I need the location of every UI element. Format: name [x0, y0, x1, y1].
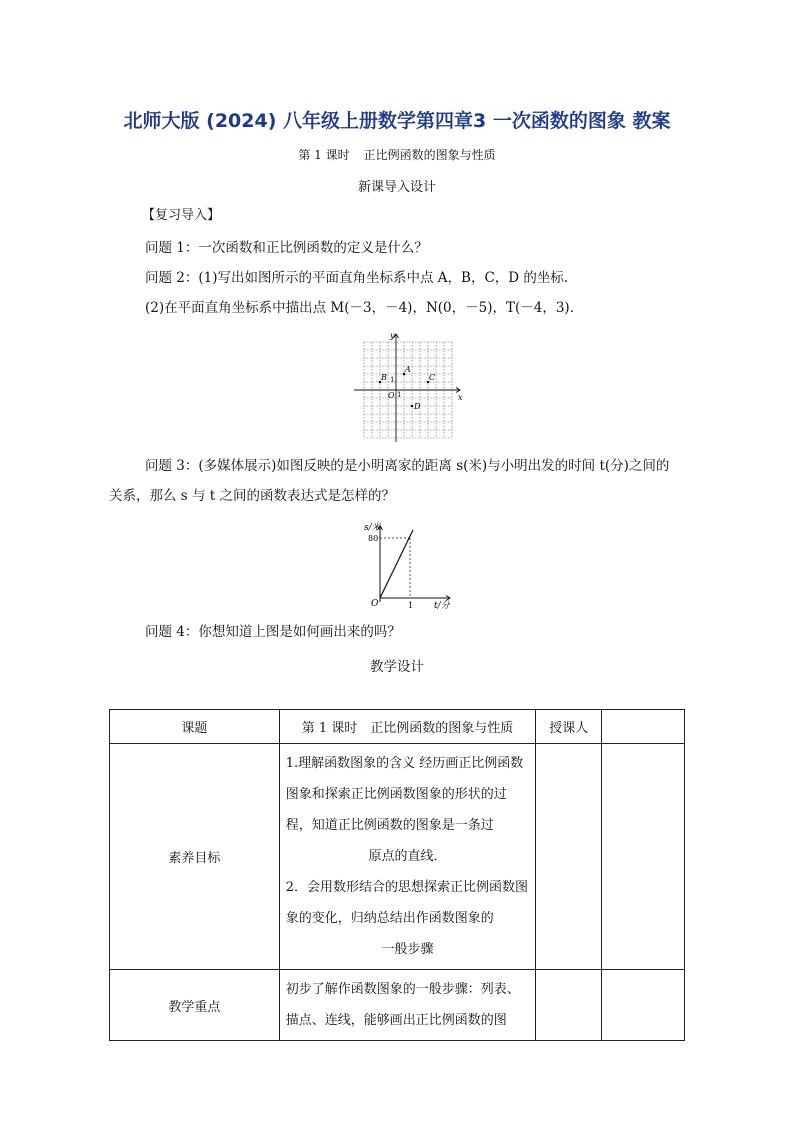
- s-axis-label: s/米: [364, 523, 381, 533]
- lesson-subtitle: [0, 146, 794, 163]
- key-empty-cell-2: [602, 970, 685, 1041]
- grid-tick-y: 1: [390, 376, 395, 384]
- key-points-label-cell: 教学重点: [110, 970, 280, 1041]
- goals-label-cell: 素养目标: [110, 744, 280, 970]
- design-heading: 教学设计: [370, 659, 424, 675]
- goals-content-cell: [279, 744, 536, 970]
- point-b-label: B: [381, 373, 387, 382]
- lesson-topic: 正比例函数的图象与性质: [363, 148, 496, 162]
- document-title: 北师大版 (2024) 八年级上册数学第四章3 一次函数的图象 教案: [123, 110, 671, 132]
- point-c-label: C: [429, 373, 436, 382]
- line-origin-label: O: [371, 599, 379, 609]
- goals-empty-cell-1: [536, 744, 602, 970]
- goal-1-tail: 原点的直线．: [368, 849, 447, 864]
- table-row: [110, 970, 685, 1041]
- goals-empty-cell-2: [602, 744, 685, 970]
- table-row: [110, 744, 685, 970]
- question-2: 问题 2：(1)写出如图所示的平面直角坐标系中点 A，B，C，D 的坐标．: [145, 270, 578, 286]
- coordinate-grid-figure: [350, 330, 468, 442]
- table-row: [110, 710, 685, 744]
- t-axis-label: t/分: [434, 601, 450, 610]
- lesson-plan-table: [109, 709, 685, 1041]
- grid-y-label: y: [390, 331, 395, 340]
- point-a-label: A: [405, 365, 411, 374]
- intro-heading: 新课导入设计: [357, 180, 436, 195]
- question-3-line-1: 问题 3：(多媒体展示)如图反映的是小明离家的距离 s(米)与小明出发的时间 t(分)之间的: [145, 458, 670, 474]
- goal-2-text: 2．会用数形结合的思想探索正比例函数图象的变化，归纳总结出作函数图象的: [285, 880, 528, 926]
- point-d-dot: [411, 405, 414, 408]
- question-2b: (2)在平面直角坐标系中描出点 M(－3，－4)，N(0，－5)，T(－4，3)．: [145, 300, 584, 316]
- question-1: 问题 1：一次函数和正比例函数的定义是什么？: [145, 240, 428, 256]
- distance-time-figure: [358, 518, 458, 610]
- grid-tick-x: 1: [397, 391, 402, 399]
- question-3-line-2: 关系，那么 s 与 t 之间的函数表达式是怎样的？: [109, 488, 396, 504]
- y-tick-80: 80: [368, 534, 379, 543]
- goal-2-tail: 一般步骤: [381, 942, 434, 957]
- topic-header-cell: 课题: [110, 710, 280, 744]
- goal-1-text: 1.理解函数图象的含义 经历画正比例函数图象和探索正比例函数图象的形状的过程，知道正比例函数的图象是一条过: [285, 756, 524, 833]
- grid-origin-label: O: [388, 391, 395, 400]
- x-tick-1: 1: [408, 601, 414, 610]
- point-d-label: D: [414, 402, 421, 411]
- key-points-content-cell: 初步了解作函数图象的一般步骤：列表、描点、连线，能够画出正比例函数的图: [279, 970, 536, 1041]
- topic-value-cell: 第 1 课时 正比例函数的图象与性质: [279, 710, 536, 744]
- key-empty-cell-1: [536, 970, 602, 1041]
- question-4: 问题 4：你想知道上图是如何画出来的吗？: [145, 624, 401, 640]
- grid-x-label: x: [458, 393, 463, 402]
- lesson-number: 第 1 课时: [298, 148, 350, 162]
- teacher-value-cell: [602, 710, 685, 744]
- teacher-header-cell: 授课人: [536, 710, 602, 744]
- review-label: 【复习导入】: [142, 208, 221, 223]
